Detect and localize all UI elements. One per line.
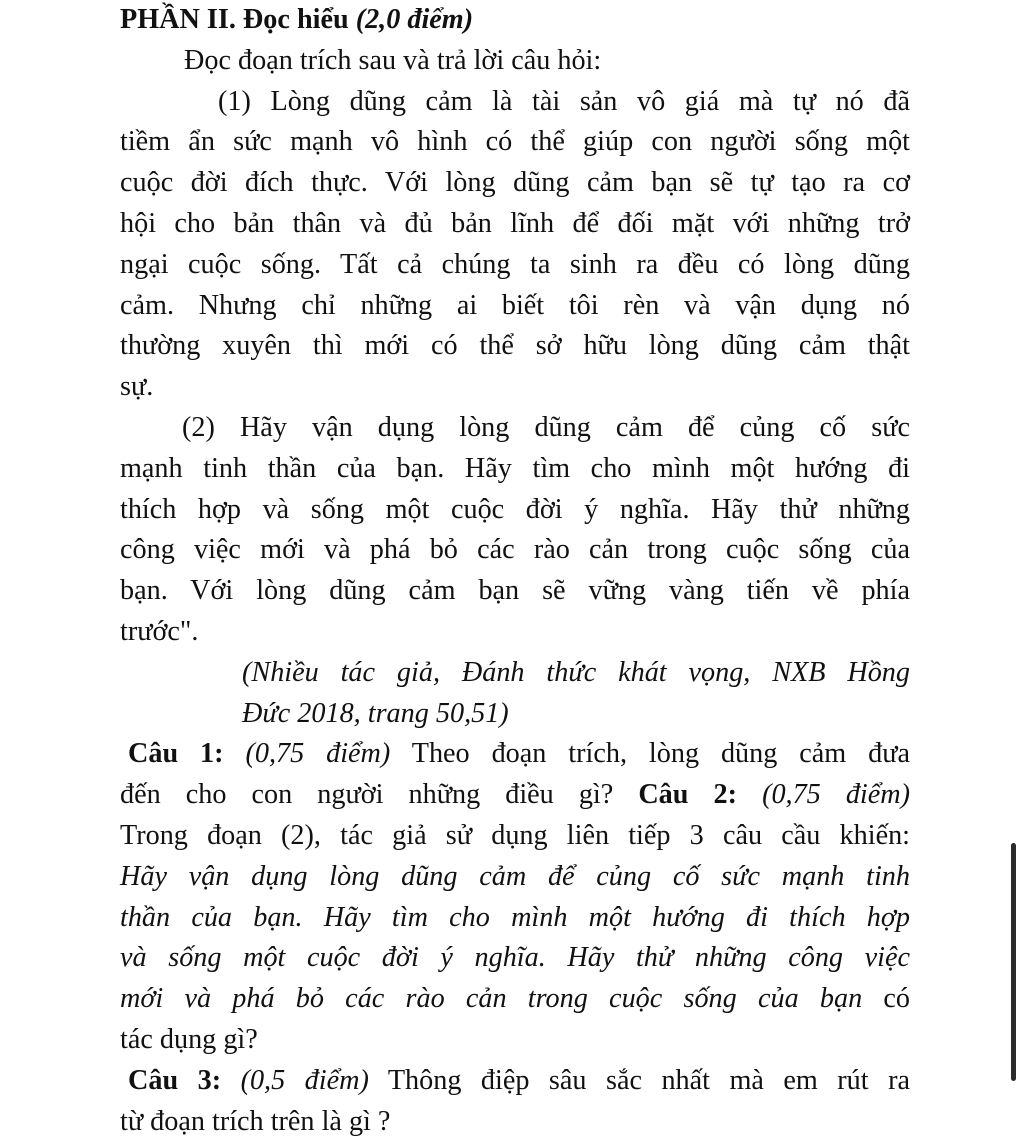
passage-line: bạn. Với lòng dũng cảm bạn sẽ vững vàng tiến về phía [120,575,910,607]
question-label: Câu 3: [128,1064,222,1096]
source-citation: Đức 2018, trang 50,51) [242,697,509,729]
question-2-end: tác dụng gì? [120,1023,258,1055]
question-2-quote-line [120,979,910,1020]
question-3 [120,1061,910,1102]
passage-line: (2) Hãy vận dụng lòng dũng cảm để củng cố sức [182,411,910,443]
passage-line: trước". [120,615,199,647]
question-2-quote: mới và phá bỏ các rào cản trong cuộc sống của bạn [120,983,863,1015]
question-text: có [883,983,910,1015]
instruction: Đọc đoạn trích sau và trả lời câu hỏi: [184,44,602,76]
passage-line: hội cho bản thân và đủ bản lĩnh để đối mặt với những trở [120,207,910,239]
question-text: Thông điệp sâu sắc nhất mà em rút ra [387,1064,910,1096]
passage-line: (1) Lòng dũng cảm là tài sản vô giá mà tự nó đã [218,85,910,117]
question-points: (0,75 điểm) [762,779,911,811]
exam-text [120,0,910,1142]
section-heading [120,0,910,41]
question-label: Câu 2: [638,779,737,811]
question-points: (0,5 điểm) [240,1064,369,1096]
question-2-quote: Hãy vận dụng lòng dũng cảm để củng cố sức mạnh tinh [120,860,910,892]
section-title: PHẦN II. Đọc hiểu [120,4,349,35]
passage-line: sự. [120,371,154,403]
question-label: Câu 1: [128,738,224,770]
source-citation: (Nhiều tác giả, Đánh thức khát vọng, NXB Hồng [242,656,910,688]
passage-line: thích hợp và sống một cuộc đời ý nghĩa. Hãy thử những [120,493,910,525]
passage-line: thường xuyên thì mới có thể sở hữu lòng dũng cảm thật [120,330,910,362]
question-2-quote: thần của bạn. Hãy tìm cho mình một hướng đi thích hợp [120,901,910,933]
passage-line: ngại cuộc sống. Tất cả chúng ta sinh ra đều có lòng dũng [120,248,910,280]
passage-line: tiềm ẩn sức mạnh vô hình có thể giúp con người sống một [120,126,910,158]
passage-line: mạnh tinh thần của bạn. Hãy tìm cho mình một hướng đi [120,452,910,484]
question-1-2-line [120,775,910,816]
question-text: Theo đoạn trích, lòng dũng cảm đưa [411,738,911,770]
section-points: (2,0 điểm) [355,4,474,35]
question-3-end: từ đoạn trích trên là gì ? [120,1105,391,1137]
question-points: (0,75 điểm) [245,738,391,770]
passage-line: cảm. Nhưng chỉ những ai biết tôi rèn và vận dụng nó [120,289,910,321]
passage-line: công việc mới và phá bỏ các rào cản trong cuộc sống của [120,534,910,566]
question-2-quote: và sống một cuộc đời ý nghĩa. Hãy thử những công việc [120,942,910,974]
question-1 [120,734,910,775]
question-2-text: Trong đoạn (2), tác giả sử dụng liên tiếp 3 câu cầu khiến: [120,819,910,851]
passage-line: cuộc đời đích thực. Với lòng dũng cảm bạn sẽ tự tạo ra cơ [120,167,910,199]
scrollbar[interactable] [1011,843,1016,1081]
question-text: đến cho con người những điều gì? [120,779,614,811]
